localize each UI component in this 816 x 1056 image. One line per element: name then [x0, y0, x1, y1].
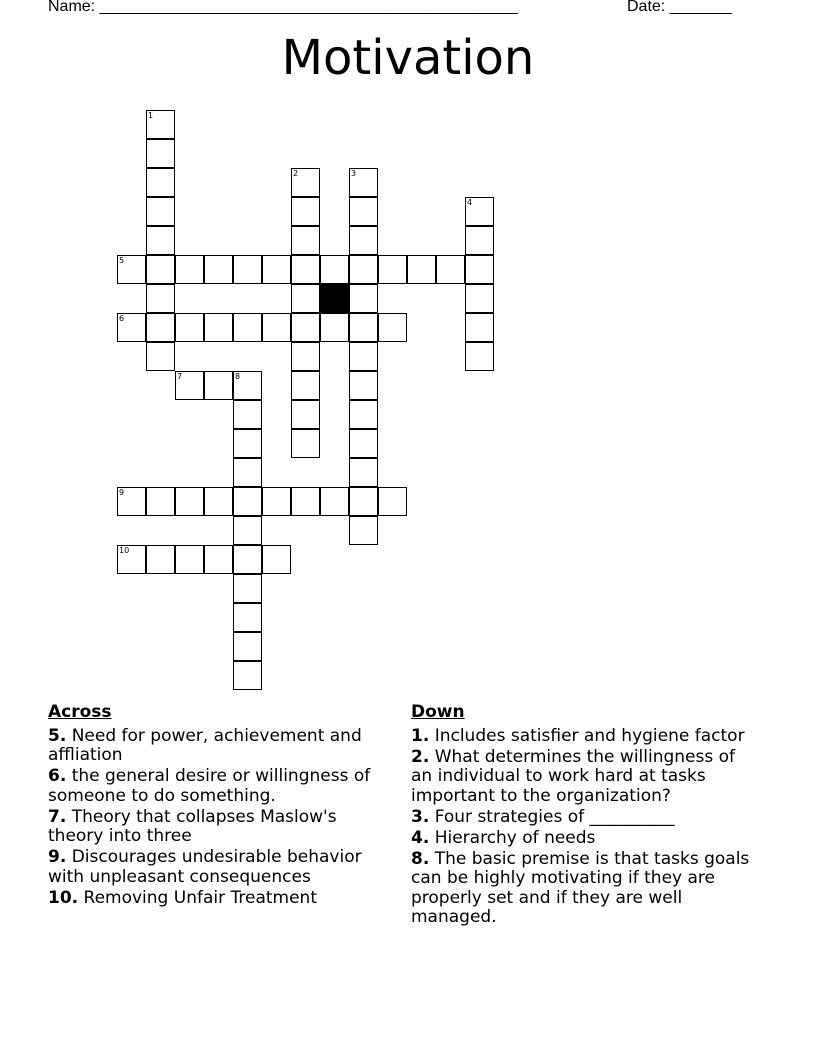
grid-cell[interactable]	[233, 632, 262, 661]
grid-cell[interactable]	[233, 574, 262, 603]
grid-cell[interactable]	[262, 545, 291, 574]
clue-number-label: 5.	[48, 725, 67, 746]
grid-cell[interactable]	[465, 197, 494, 226]
clue-number-label: 2.	[411, 746, 430, 767]
grid-cell[interactable]	[262, 487, 291, 516]
across-clue	[48, 848, 393, 887]
grid-cell[interactable]	[378, 255, 407, 284]
clue-number: 8	[235, 372, 241, 381]
date-blank[interactable]: _______	[669, 0, 732, 15]
grid-cell[interactable]	[233, 371, 262, 400]
grid-cell[interactable]	[146, 284, 175, 313]
grid-cell[interactable]	[204, 371, 233, 400]
grid-cell[interactable]	[465, 342, 494, 371]
grid-cell[interactable]	[233, 429, 262, 458]
grid-cell[interactable]	[146, 139, 175, 168]
down-clue	[411, 808, 761, 828]
clue-number: 4	[467, 198, 473, 207]
grid-cell[interactable]	[117, 313, 146, 342]
grid-cell[interactable]	[320, 313, 349, 342]
clue-number-label: 8.	[411, 848, 430, 869]
puzzle-title: Motivation	[281, 30, 535, 86]
grid-cell[interactable]	[465, 313, 494, 342]
grid-cell[interactable]	[233, 545, 262, 574]
grid-cell[interactable]	[146, 313, 175, 342]
grid-cell[interactable]	[291, 342, 320, 371]
grid-cell[interactable]	[349, 284, 378, 313]
across-clues	[48, 703, 393, 910]
grid-cell[interactable]	[407, 255, 436, 284]
across-clue	[48, 889, 393, 909]
grid-cell[interactable]	[349, 342, 378, 371]
name-blank[interactable]: _______________________________________________	[99, 0, 518, 15]
grid-cell[interactable]	[291, 197, 320, 226]
clue-number-label: 1.	[411, 725, 430, 746]
down-clue	[411, 748, 761, 807]
grid-cell[interactable]	[291, 487, 320, 516]
clue-number-label: 7.	[48, 806, 67, 827]
grid-cell[interactable]	[291, 400, 320, 429]
clue-text: Removing Unfair Treatment	[78, 887, 317, 908]
grid-cell[interactable]	[233, 458, 262, 487]
grid-cell[interactable]	[349, 400, 378, 429]
grid-cell[interactable]	[233, 487, 262, 516]
clue-number-label: 4.	[411, 827, 430, 848]
clue-text: Discourages undesirable behavior with unpleasant consequences	[48, 847, 362, 887]
grid-cell[interactable]	[233, 603, 262, 632]
grid-cell[interactable]	[349, 371, 378, 400]
grid-cell[interactable]	[291, 284, 320, 313]
grid-cell[interactable]	[175, 545, 204, 574]
grid-cell[interactable]	[204, 255, 233, 284]
grid-cell[interactable]	[233, 255, 262, 284]
down-clue	[411, 727, 761, 747]
grid-cell[interactable]	[465, 226, 494, 255]
grid-cell[interactable]	[262, 313, 291, 342]
grid-cell[interactable]	[204, 313, 233, 342]
grid-cell[interactable]	[146, 168, 175, 197]
clue-number: 10	[119, 546, 130, 555]
clue-text: The basic premise is that tasks goals can be highly motivating if they are properly set and if they are well managed.	[411, 848, 750, 927]
grid-cell[interactable]	[349, 313, 378, 342]
clue-number: 6	[119, 314, 125, 323]
across-clue-list	[48, 727, 393, 909]
clue-number-label: 10.	[48, 887, 79, 908]
grid-cell[interactable]	[175, 313, 204, 342]
grid-cell[interactable]	[175, 255, 204, 284]
grid-cell[interactable]	[378, 313, 407, 342]
grid-cell[interactable]	[349, 168, 378, 197]
across-clue	[48, 727, 393, 766]
clue-text: Includes satisfier and hygiene factor	[429, 725, 745, 746]
grid-cell[interactable]	[175, 487, 204, 516]
grid-cell[interactable]	[204, 487, 233, 516]
grid-cell[interactable]	[291, 371, 320, 400]
name-label: Name:	[48, 0, 96, 15]
grid-cell[interactable]	[349, 487, 378, 516]
grid-cell[interactable]	[233, 516, 262, 545]
clue-text: Theory that collapses Maslow's theory into three	[48, 806, 337, 846]
clue-number-label: 3.	[411, 806, 430, 827]
grid-cell[interactable]	[291, 429, 320, 458]
clue-number: 3	[351, 169, 357, 178]
down-clue	[411, 829, 761, 849]
grid-cell[interactable]	[146, 545, 175, 574]
grid-cell[interactable]	[117, 545, 146, 574]
grid-cell[interactable]	[146, 255, 175, 284]
grid-cell[interactable]	[175, 371, 204, 400]
grid-cell[interactable]	[146, 226, 175, 255]
grid-cell[interactable]	[291, 255, 320, 284]
grid-cell[interactable]	[378, 487, 407, 516]
clue-text: Hierarchy of needs	[429, 827, 596, 848]
down-heading: Down	[411, 702, 465, 722]
black-cell	[320, 284, 349, 313]
across-clue	[48, 808, 393, 847]
grid-cell[interactable]	[349, 197, 378, 226]
grid-cell[interactable]	[291, 313, 320, 342]
clue-number: 7	[177, 372, 183, 381]
grid-cell[interactable]	[320, 487, 349, 516]
grid-cell[interactable]	[349, 255, 378, 284]
grid-cell[interactable]	[233, 313, 262, 342]
grid-cell[interactable]	[349, 516, 378, 545]
clue-number: 2	[293, 169, 299, 178]
clue-text: Four strategies of __________	[429, 806, 675, 827]
grid-cell[interactable]	[146, 110, 175, 139]
grid-cell[interactable]	[349, 429, 378, 458]
grid-cell[interactable]	[349, 458, 378, 487]
clue-number-label: 6.	[48, 766, 67, 786]
clue-number-label: 9.	[48, 847, 67, 867]
date-label: Date:	[627, 0, 666, 15]
grid-cell[interactable]	[233, 661, 262, 690]
grid-cell[interactable]	[233, 400, 262, 429]
grid-cell[interactable]	[436, 255, 465, 284]
grid-cell[interactable]	[146, 342, 175, 371]
down-clues	[411, 703, 761, 929]
grid-cell[interactable]	[117, 487, 146, 516]
grid-cell[interactable]	[349, 226, 378, 255]
clue-number: 1	[148, 111, 154, 120]
down-clue	[411, 850, 761, 928]
grid-cell[interactable]	[146, 487, 175, 516]
grid-cell[interactable]	[320, 255, 349, 284]
grid-cell[interactable]	[465, 255, 494, 284]
clue-text: What determines the willingness of an individual to work hard at tasks important to the organization?	[411, 746, 736, 806]
clue-number: 9	[119, 488, 125, 497]
clue-number: 5	[119, 256, 125, 265]
grid-cell[interactable]	[262, 255, 291, 284]
clue-text: Need for power, achievement and affliation	[48, 725, 362, 765]
clue-text: the general desire or willingness of someone to do something.	[48, 766, 371, 806]
grid-cell[interactable]	[291, 226, 320, 255]
grid-cell[interactable]	[465, 284, 494, 313]
across-clue	[48, 767, 393, 806]
grid-cell[interactable]	[291, 168, 320, 197]
grid-cell[interactable]	[204, 545, 233, 574]
grid-cell[interactable]	[117, 255, 146, 284]
grid-cell[interactable]	[146, 197, 175, 226]
across-heading: Across	[48, 702, 112, 722]
down-clue-list	[411, 727, 761, 928]
